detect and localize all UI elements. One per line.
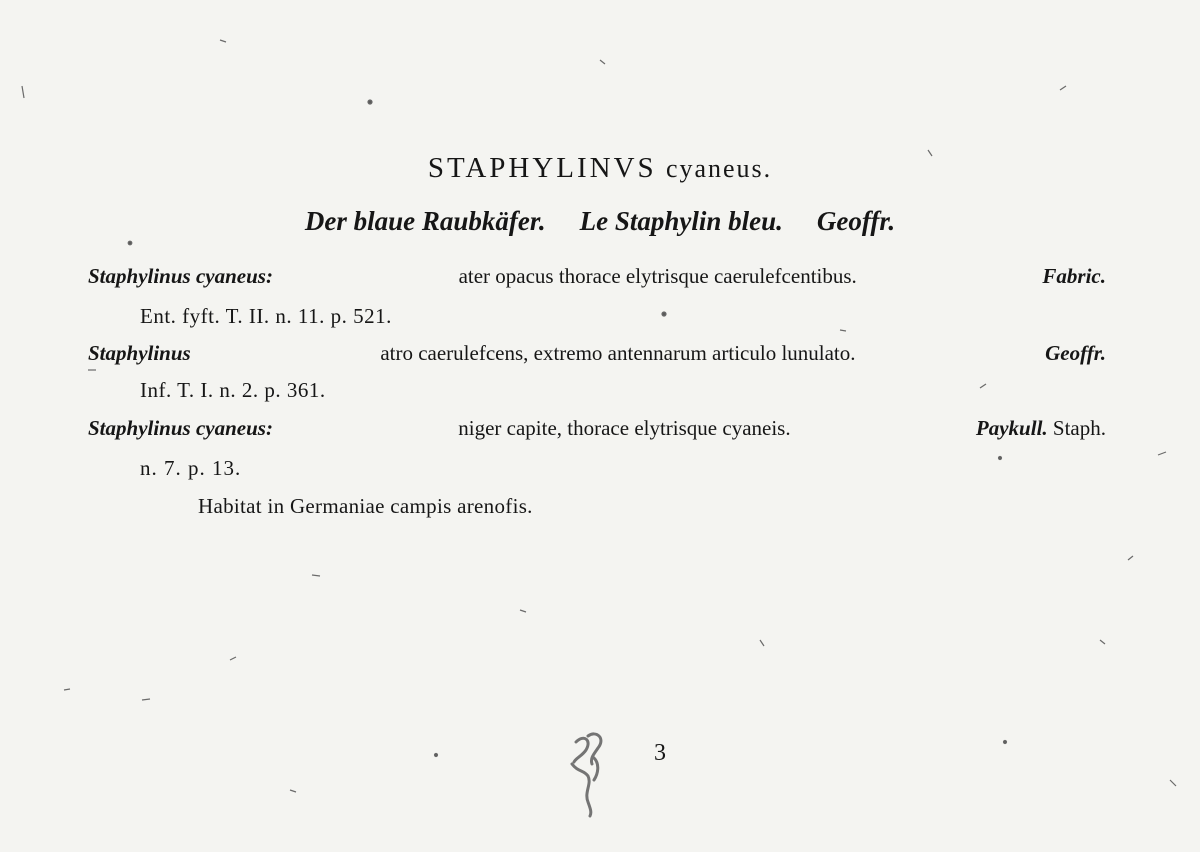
entry-1-reference: Ent. fyft. T. II. n. 11. p. 521. <box>140 304 392 328</box>
entry-3-text: niger capite, thorace elytrisque cyaneis. <box>458 416 791 440</box>
entry-2-author: Geoffr. <box>1045 341 1106 365</box>
french-name: Le Staphylin bleu. <box>579 206 783 236</box>
entry-1-author: Fabric. <box>1042 264 1106 288</box>
species-title <box>0 152 1200 185</box>
page-number: 3 <box>654 740 666 766</box>
pencil-signature-mark <box>562 728 612 818</box>
synonym-entry-3 <box>88 416 1106 441</box>
synonym-entry-2 <box>88 341 1106 366</box>
species-name: cyaneus. <box>665 154 773 183</box>
entry-3-author: Paykull. <box>975 416 1048 440</box>
genus-name: STAPHYLINVS <box>427 152 657 184</box>
entry-3-reference: n. 7. p. 13. <box>140 456 242 480</box>
vernacular-author: Geoffr. <box>816 206 896 236</box>
entry-1-name: Staphylinus cyaneus: <box>88 264 273 288</box>
entry-3-author-suffix: Staph. <box>1052 416 1106 440</box>
entry-2-text: atro caerulefcens, extremo antennarum articulo lunulato. <box>380 341 856 365</box>
entry-3-name: Staphylinus cyaneus: <box>88 416 273 440</box>
synonym-entry-1 <box>88 264 1106 289</box>
habitat-text: Habitat in Germaniae campis arenofis. <box>198 494 533 518</box>
german-name: Der blaue Raubkäfer. <box>304 206 546 236</box>
entry-2-reference: Inf. T. I. n. 2. p. 361. <box>140 378 326 402</box>
entry-1-text: ater opacus thorace elytrisque caerulefcentibus. <box>458 264 857 288</box>
vernacular-names <box>0 206 1200 237</box>
entry-2-name: Staphylinus <box>88 341 191 365</box>
